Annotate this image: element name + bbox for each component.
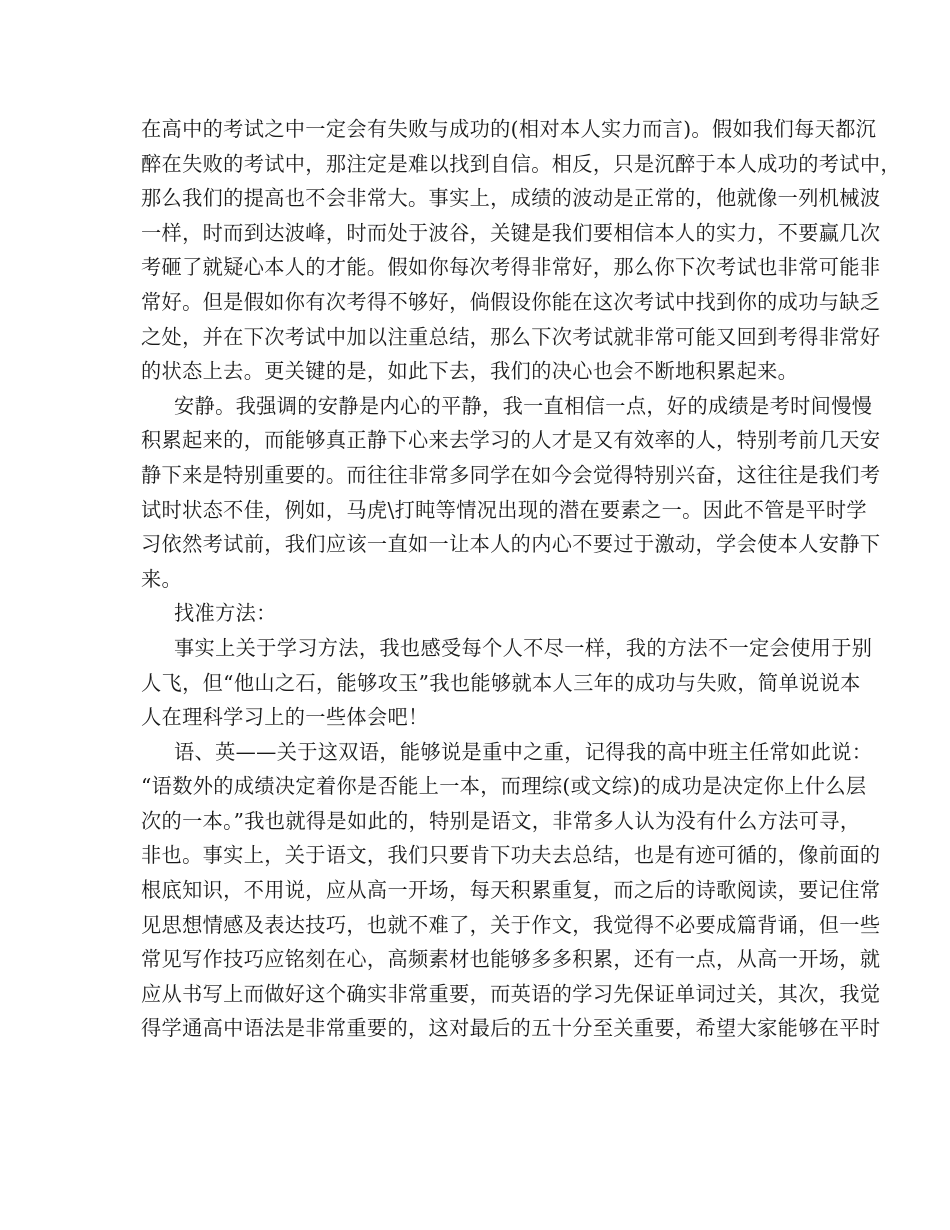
document-body bbox=[141, 112, 901, 1046]
text-line: 事实上关于学习方法，我也感受每个人不尽一样，我的方法不一定会使用于别 bbox=[174, 635, 873, 660]
text-line: 的状态上去。更关键的是，如此下去，我们的决心也会不断地积累起来。 bbox=[141, 359, 799, 384]
text-line: 试时状态不佳，例如，马虎\打盹等情况出现的潜在要素之一。因此不管是平时学 bbox=[141, 497, 867, 522]
text-line: 习依然考试前，我们应该一直如一让本人的内心不要过于激动，学会使本人安静下 bbox=[141, 532, 881, 557]
text-line: 应从书写上而做好这个确实非常重要，而英语的学习先保证单词过关，其次，我觉 bbox=[141, 981, 881, 1006]
text-line: 人在理科学习上的一些体会吧！ bbox=[141, 705, 429, 730]
text-line: 静下来是特别重要的。而往往非常多同学在如今会觉得特别兴奋，这往往是我们考 bbox=[141, 462, 881, 487]
text-line: 得学通高中语法是非常重要的，这对最后的五十分至关重要，希望大家能够在平时 bbox=[141, 1016, 881, 1041]
text-line: 考砸了就疑心本人的才能。假如你每次考得非常好，那么你下次考试也非常可能非 bbox=[141, 255, 881, 280]
text-line: 非也。事实上，关于语文，我们只要肯下功夫去总结，也是有迹可循的，像前面的 bbox=[141, 843, 881, 868]
text-line: 常见写作技巧应铭刻在心，高频素材也能够多多积累，还有一点，从高一开场，就 bbox=[141, 947, 881, 972]
text-line: 常好。但是假如你有次考得不够好，倘假设你能在这次考试中找到你的成功与缺乏 bbox=[141, 289, 881, 314]
text-line: 之处，并在下次考试中加以注重总结，那么下次考试就非常可能又回到考得非常好 bbox=[141, 324, 881, 349]
text-line: 次的一本。”我也就得是如此的，特别是语文，非常多人认为没有什么方法可寻， bbox=[141, 808, 861, 833]
text-line: 根底知识，不用说，应从高一开场，每天积累重复，而之后的诗歌阅读，要记住常 bbox=[141, 878, 881, 903]
text-line: 醉在失败的考试中，那注定是难以找到自信。相反，只是沉醉于本人成功的考试中， bbox=[141, 151, 901, 176]
text-line: 见思想情感及表达技巧，也就不难了，关于作文，我觉得不必要成篇背诵，但一些 bbox=[141, 912, 881, 937]
text-line: 找准方法： bbox=[174, 601, 277, 626]
text-line: 积累起来的，而能够真正静下心来去学习的人才是又有效率的人，特别考前几天安 bbox=[141, 428, 881, 453]
text-line: 安静。我强调的安静是内心的平静，我一直相信一点，好的成绩是考时间慢慢 bbox=[174, 393, 873, 418]
text-line: 人飞，但“他山之石，能够攻玉”我也能够就本人三年的成功与失败，简单说说本 bbox=[141, 670, 861, 695]
text-line: 一样，时而到达波峰，时而处于波谷，关键是我们要相信本人的实力，不要赢几次 bbox=[141, 220, 881, 245]
text-line: 那么我们的提高也不会非常大。事实上，成绩的波动是正常的，他就像一列机械波 bbox=[141, 186, 881, 211]
text-line: 来。 bbox=[141, 566, 183, 591]
text-line: 在高中的考试之中一定会有失败与成功的(相对本人实力而言)。假如我们每天都沉 bbox=[141, 117, 877, 141]
text-line: 语、英——关于这双语，能够说是重中之重，记得我的高中班主任常如此说： bbox=[174, 739, 873, 764]
text-line: “语数外的成绩决定着你是否能上一本，而理综(或文综)的成功是决定你上什么层 bbox=[141, 774, 867, 799]
